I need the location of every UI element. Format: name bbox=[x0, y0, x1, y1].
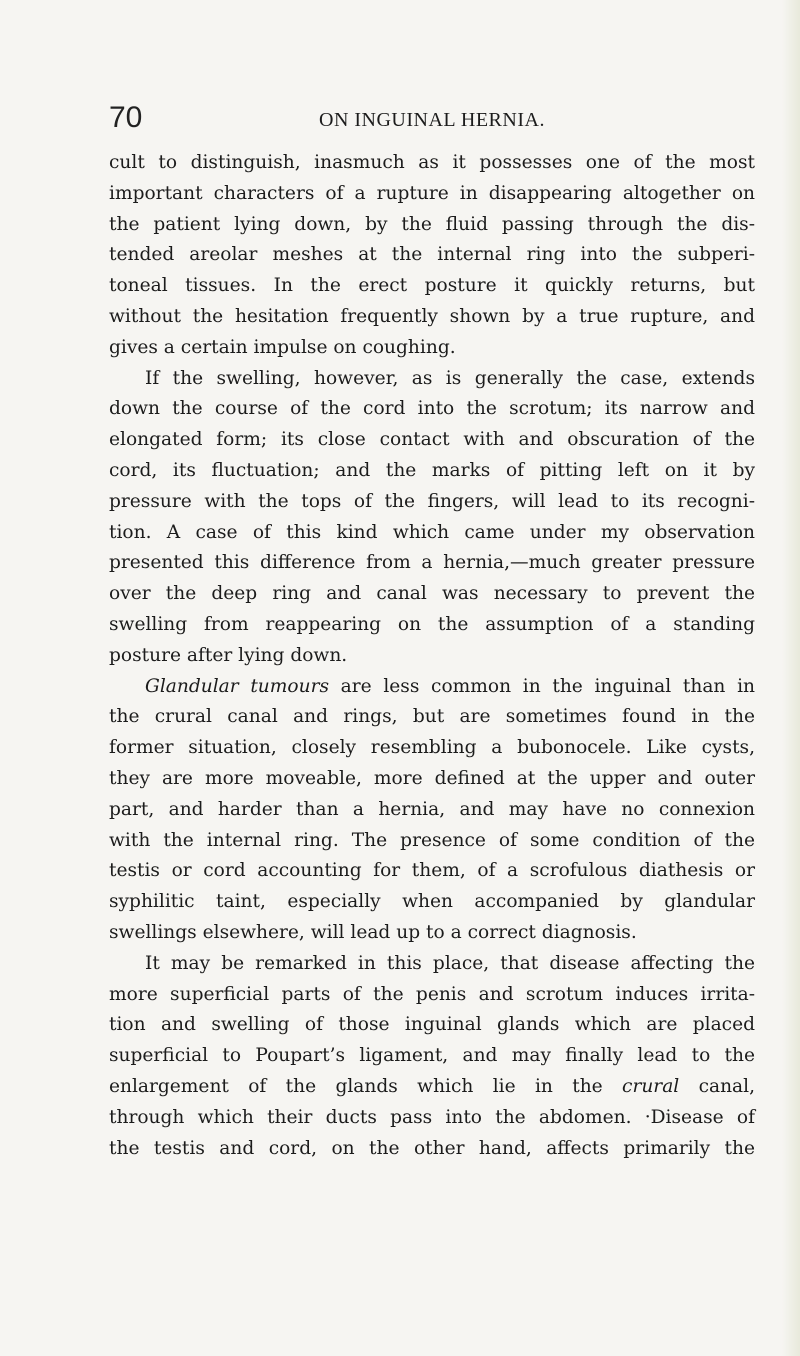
text-line: presented this difference from a hernia,—much greater pressure bbox=[109, 552, 755, 574]
text-line: they are more moveable, more defined at the upper and outer bbox=[109, 767, 755, 789]
italic-heading: Glandular tumours bbox=[145, 675, 330, 697]
text-fragment: canal, bbox=[679, 1075, 755, 1097]
page-edge bbox=[782, 0, 800, 1356]
text-line: It may be remarked in this place, that disease affecting the bbox=[145, 952, 755, 974]
text-line: down the course of the cord into the scrotum; its narrow and bbox=[109, 398, 755, 420]
text-line: with the internal ring. The presence of some condition of the bbox=[109, 829, 755, 851]
text-line: former situation, closely resembling a bubonocele. Like cysts, bbox=[109, 737, 755, 759]
text-line: without the hesitation frequently shown by a true rupture, and bbox=[109, 305, 755, 327]
text-line: elongated form; its close contact with and obscuration of the bbox=[109, 429, 755, 451]
text-line: cult to distinguish, inasmuch as it possesses one of the most bbox=[109, 152, 755, 173]
text-line: superficial to Poupart’s ligament, and may finally lead to the bbox=[109, 1045, 755, 1067]
text-line: swelling from reappearing on the assumption of a standing bbox=[109, 613, 755, 635]
text-line: cord, its fluctuation; and the marks of pitting left on it by bbox=[109, 459, 755, 481]
text-line: toneal tissues. In the erect posture it quickly returns, but bbox=[109, 275, 755, 297]
text-line: syphilitic taint, especially when accompanied by glandular bbox=[109, 891, 755, 913]
text-line: over the deep ring and canal was necessary to prevent the bbox=[109, 583, 755, 605]
text-line: the patient lying down, by the fluid passing through the dis- bbox=[109, 213, 755, 235]
page-header bbox=[109, 100, 755, 140]
italic-word: crural bbox=[622, 1075, 680, 1097]
text-line: testis or cord accounting for them, of a scrofulous diathesis or bbox=[109, 860, 755, 882]
text-line: tended areolar meshes at the internal ring into the subperi- bbox=[109, 244, 755, 266]
text-line: part, and harder than a hernia, and may have no connexion bbox=[109, 798, 755, 820]
text-line: posture after lying down. bbox=[109, 644, 348, 666]
text-line: pressure with the tops of the fingers, will lead to its recogni- bbox=[109, 490, 755, 512]
running-head: ON INGUINAL HERNIA. bbox=[319, 109, 545, 131]
text-line: more superficial parts of the penis and scrotum induces irrita- bbox=[109, 983, 755, 1005]
text-line: the testis and cord, on the other hand, affects primarily the bbox=[109, 1137, 755, 1159]
text-line: through which their ducts pass into the abdomen. ·Disease of bbox=[109, 1106, 755, 1128]
text-line: tion and swelling of those inguinal glands which are placed bbox=[109, 1014, 755, 1036]
page-number: 70 bbox=[109, 101, 143, 134]
text-line: tion. A case of this kind which came under my observation bbox=[109, 521, 755, 543]
body-text bbox=[109, 148, 755, 1164]
text-line: If the swelling, however, as is generally the case, extends bbox=[145, 367, 755, 389]
text-line-glandular bbox=[109, 672, 755, 703]
text-line: important characters of a rupture in disappearing altogether on bbox=[109, 182, 755, 204]
text-fragment: are less common in the inguinal than in bbox=[329, 675, 755, 697]
text-line: gives a certain impulse on coughing. bbox=[109, 336, 456, 358]
text-fragment: enlargement of the glands which lie in the bbox=[109, 1075, 623, 1097]
text-line-crural bbox=[109, 1072, 755, 1103]
text-line: swellings elsewhere, will lead up to a correct diagnosis. bbox=[109, 921, 637, 943]
text-line: the crural canal and rings, but are sometimes found in the bbox=[109, 706, 755, 728]
